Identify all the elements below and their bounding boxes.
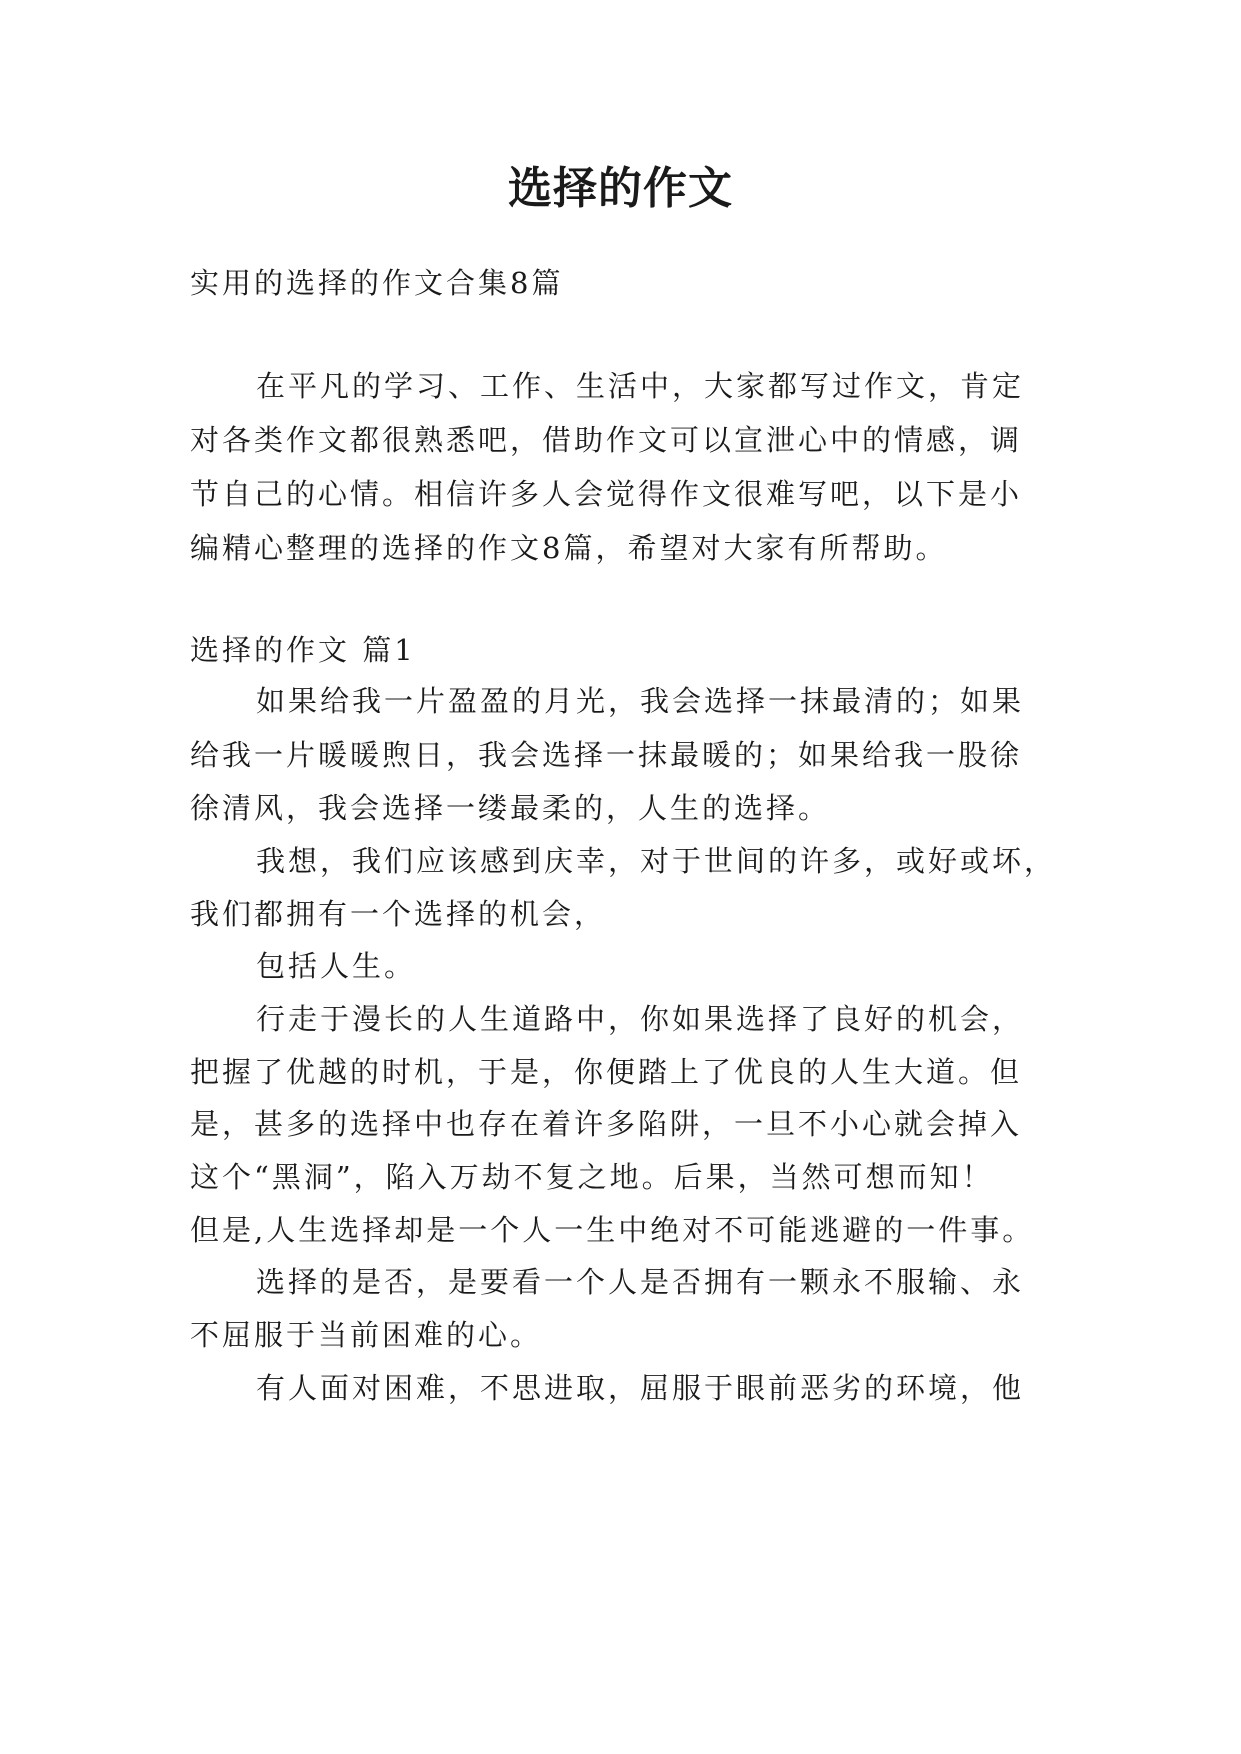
intro-line: 在平凡的学习、工作、生活中，大家都写过作文，肯定 (256, 369, 1025, 403)
body-line: 这个“黑洞”，陷入万劫不复之地。后果，当然可想而知！ (190, 1160, 994, 1194)
body-line: 给我一片暖暖煦日，我会选择一抹最暖的；如果给我一股徐 (190, 738, 1023, 772)
intro-line: 编精心整理的选择的作文8篇，希望对大家有所帮助。 (190, 531, 948, 565)
body-line: 把握了优越的时机，于是，你便踏上了优良的人生大道。但 (190, 1055, 1023, 1089)
body-line: 如果给我一片盈盈的月光，我会选择一抹最清的；如果 (256, 684, 1025, 718)
body-line: 徐清风，我会选择一缕最柔的，人生的选择。 (190, 791, 831, 825)
body-line: 我想，我们应该感到庆幸，对于世间的许多，或好或坏， (256, 844, 1057, 878)
body-line: 行走于漫长的人生道路中，你如果选择了良好的机会， (256, 1002, 1025, 1036)
body-line: 选择的是否，是要看一个人是否拥有一颗永不服输、永 (256, 1265, 1025, 1299)
body-line: 是，甚多的选择中也存在着许多陷阱，一旦不小心就会掉入 (190, 1107, 1023, 1141)
page-title: 选择的作文 (508, 163, 733, 214)
body-line: 但是,人生选择却是一个人一生中绝对不可能逃避的一件事。 (190, 1213, 1035, 1247)
intro-line: 对各类作文都很熟悉吧，借助作文可以宣泄心中的情感，调 (190, 423, 1023, 457)
body-line: 不屈服于当前困难的心。 (190, 1318, 543, 1352)
subtitle: 实用的选择的作文合集8篇 (190, 266, 564, 300)
intro-line: 节自己的心情。相信许多人会觉得作文很难写吧，以下是小 (190, 477, 1023, 511)
body-line: 我们都拥有一个选择的机会， (190, 897, 607, 931)
body-line: 包括人生。 (256, 949, 417, 983)
body-line: 有人面对困难，不思进取，屈服于眼前恶劣的环境，他 (256, 1371, 1025, 1405)
section-heading: 选择的作文 篇1 (190, 633, 416, 667)
